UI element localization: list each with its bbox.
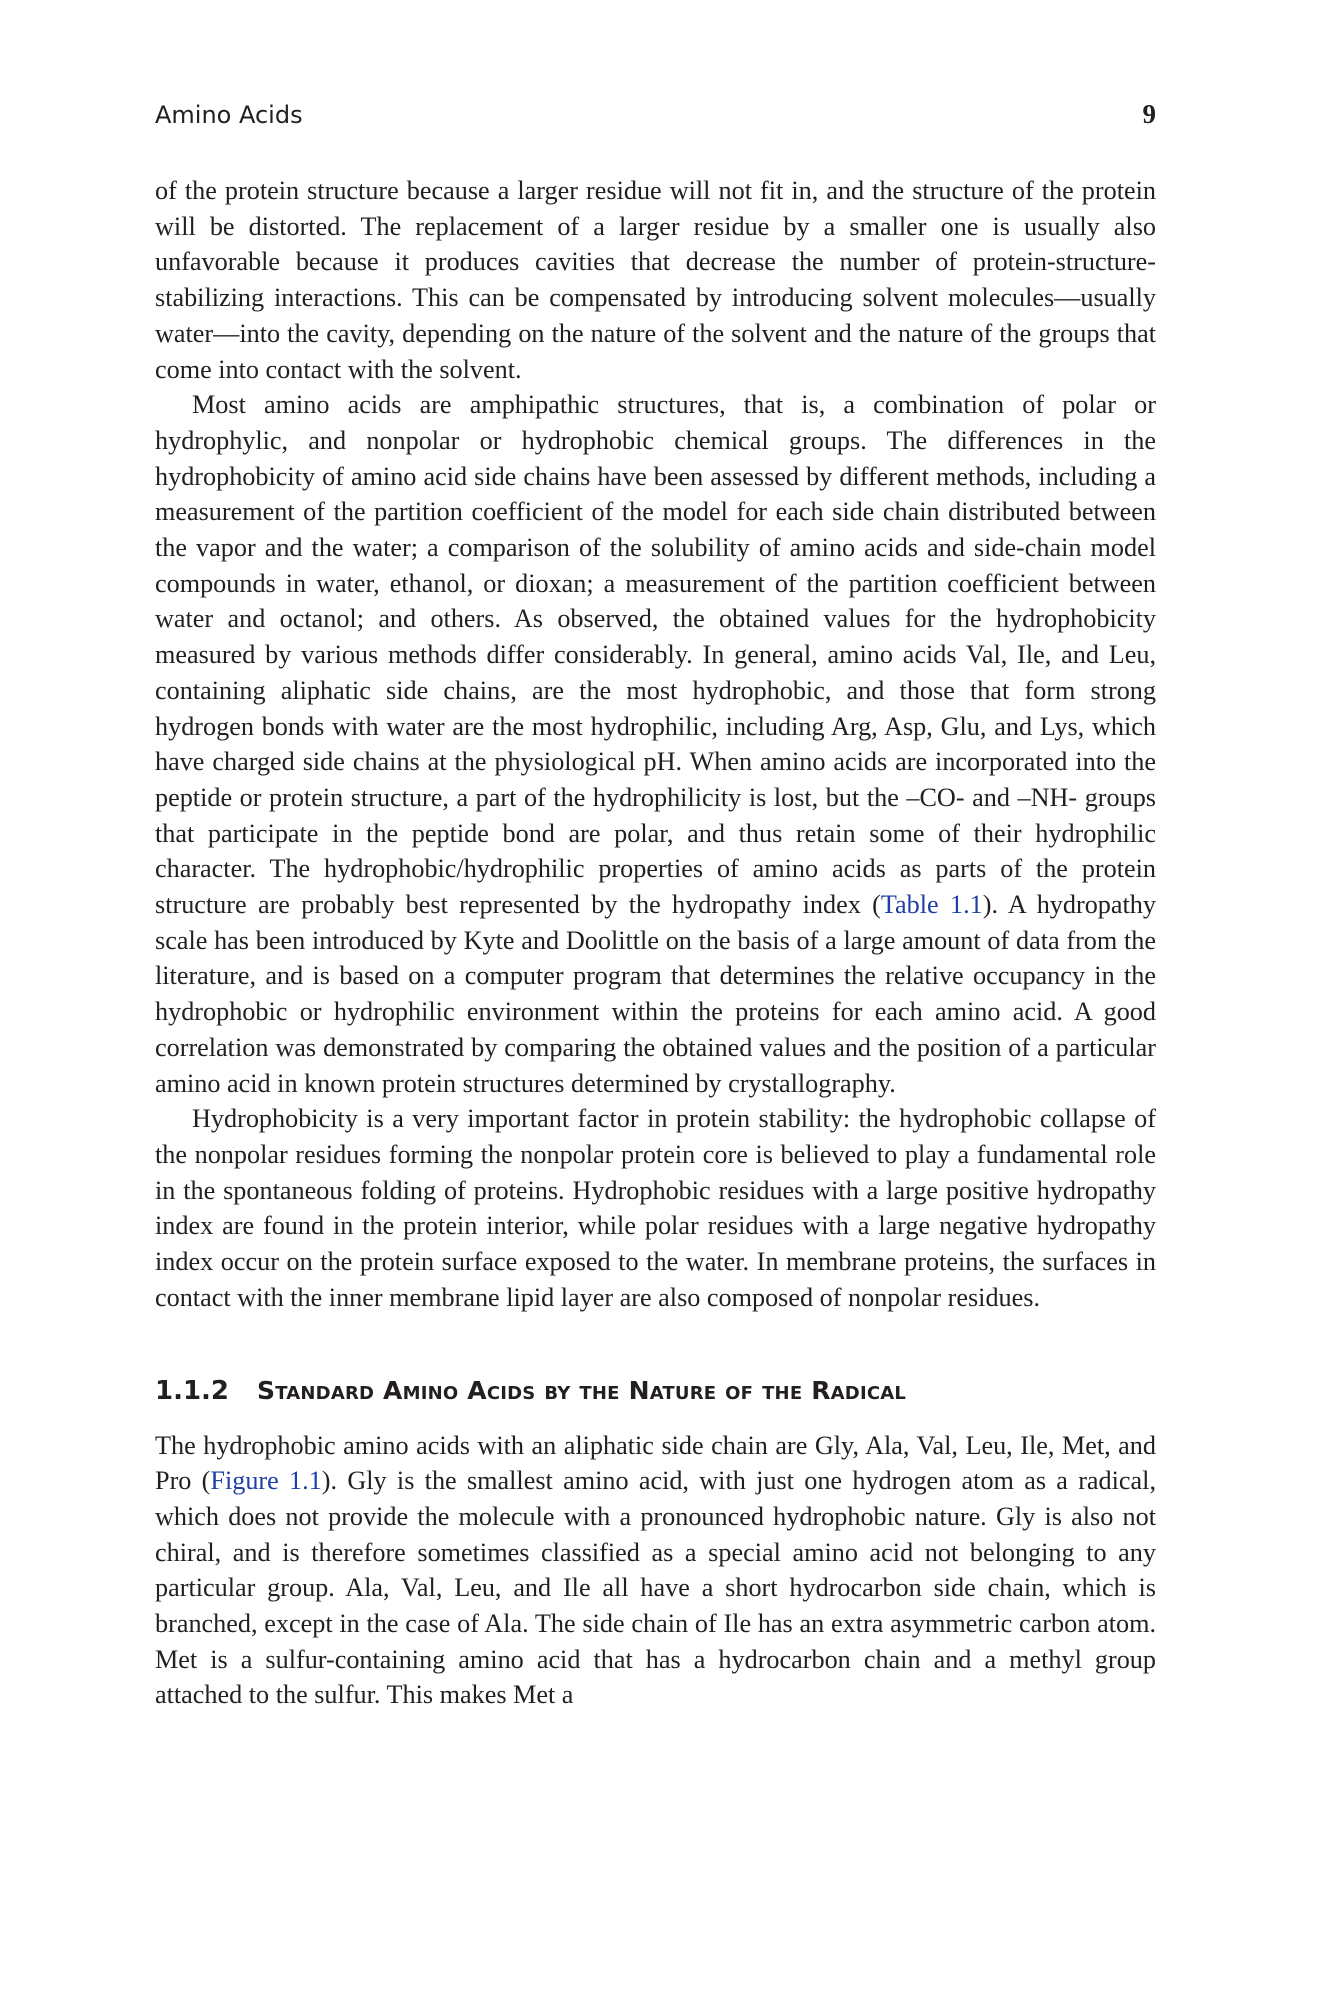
paragraph-continued [155,173,1156,387]
section-body-text [155,1428,1156,1714]
figure-1-1-link[interactable]: Figure 1.1 [210,1466,322,1496]
section-title: Standard Amino Acids by the Nature of the Radical [257,1375,907,1405]
paragraph-hydrophobicity-methods [155,387,1156,1101]
paragraph-text-after-link: ). Gly is the smallest amino acid, with just one hydrogen atom as a radical, which does not provide the molecule with a pronounced hydrophobic nature. Gly is also not chiral, and is therefore sometimes classified as a special amino acid not belonging to any particular group. Ala, Val, Leu, and Ile all have a short hydrocarbon side chain, which is branched, except in the case of Ala. The side chain of Ile has an extra asymmetric carbon atom. Met is a sulfur-containing amino acid that has a hydrocarbon chain and a methyl group attached to the sulfur. This makes Met a [155,1466,1156,1710]
book-page [155,95,1156,1713]
running-title: Amino Acids [155,101,303,129]
section-number: 1.1.2 [155,1375,230,1406]
paragraph-text-before-link: Most amino acids are amphipathic structures, that is, a combination of polar or hydrophylic, and nonpolar or hydrophobic chemical groups. The differences in the hydrophobicity of amino acid side chains have been assessed by different methods, including a measurement of the partition coefficient of the model for each side chain distributed between the vapor and the water; a comparison of the solubility of amino acids and side-chain model compounds in water, ethanol, or dioxan; a measurement of the partition coefficient between water and octanol; and others. As observed, the obtained values for the hydrophobicity measured by various methods differ considerably. In general, amino acids Val, Ile, and Leu, containing aliphatic side chains, are the most hydrophobic, and those that form strong hydrogen bonds with water are the most hydrophilic, including Arg, Asp, Glu, and Lys, which have charged side chains at the physiological pH. When amino acids are incorporated into the peptide or protein structure, a part of the hydrophilicity is lost, but the –CO- and –NH- groups that participate in the peptide bond are polar, and thus retain some of their hydrophilic character. The hydrophobic/hydrophilic properties of amino acids as parts of the protein structure are probably best represented by the hydropathy index ( [155,390,1156,920]
body-text [155,173,1156,1316]
table-1-1-link[interactable]: Table 1.1 [880,890,983,920]
paragraph-text-after-link: ). A hydropathy scale has been introduced by Kyte and Doolittle on the basis of a large amount of data from the literature, and is based on a computer program that determines the relative occupancy in the hydrophobic or hydrophilic environment within the proteins for each amino acid. A good correlation was demonstrated by comparing the obtained values and the position of a particular amino acid in known protein structures determined by crystallography. [155,890,1156,1098]
paragraph-text: Hydrophobicity is a very important factor in protein stability: the hydrophobic collapse of the nonpolar residues forming the nonpolar protein core is believed to play a fundamental role in the spontaneous folding of proteins. Hydrophobic residues with a large positive hydropathy index are found in the protein interior, while polar residues with a large negative hydropathy index occur on the protein surface exposed to the water. In membrane proteins, the surfaces in contact with the inner membrane lipid layer are also composed of nonpolar residues. [155,1104,1156,1312]
paragraph-aliphatic-amino-acids [155,1428,1156,1714]
section-heading [155,1374,1156,1408]
page-number: 9 [1142,99,1156,129]
paragraph-protein-stability [155,1101,1156,1315]
running-head [155,95,1156,135]
paragraph-text: of the protein structure because a larger residue will not fit in, and the structure of the protein will be distorted. The replacement of a larger residue by a smaller one is usually also unfavorable because it produces cavities that decrease the number of protein-structure-stabilizing interactions. This can be compensated by introducing solvent molecules—usually water—into the cavity, depending on the nature of the solvent and the nature of the groups that come into contact with the solvent. [155,176,1156,384]
paragraph-text-before-link: The hydrophobic amino acids with an aliphatic side chain are Gly, Ala, Val, Leu, Ile, Met, and Pro ( [155,1430,1156,1496]
